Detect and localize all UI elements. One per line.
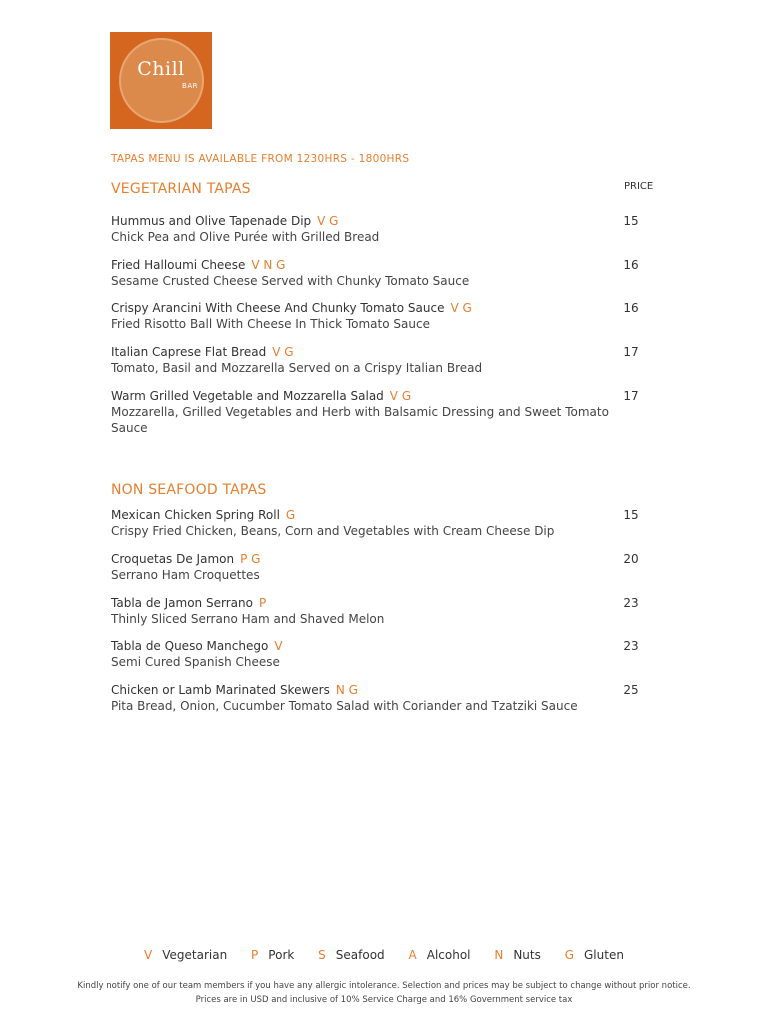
item-name: Warm Grilled Vegetable and Mozzarella Salad <box>111 389 384 403</box>
item-description: Crispy Fried Chicken, Beans, Corn and Vegetables with Cream Cheese Dip <box>111 524 555 538</box>
item-price: 20 <box>623 552 639 566</box>
legend-label: Alcohol <box>426 948 471 962</box>
item-price: 15 <box>623 214 639 228</box>
legend-item-seafood <box>318 948 385 962</box>
item-description: Fried Risotto Ball With Cheese In Thick Tomato Sauce <box>111 317 430 331</box>
legend-label: Nuts <box>513 948 541 962</box>
item-tags: V N G <box>251 258 286 272</box>
item-name: Hummus and Olive Tapenade Dip <box>111 214 312 228</box>
menu-item <box>111 595 651 627</box>
item-tags: P G <box>240 552 261 566</box>
item-name: Mexican Chicken Spring Roll <box>111 508 280 522</box>
item-name: Italian Caprese Flat Bread <box>111 345 267 359</box>
legend-code: P <box>251 948 259 962</box>
section-title-vegetarian: VEGETARIAN TAPAS <box>111 181 251 197</box>
menu-item <box>111 213 651 245</box>
item-price: 25 <box>623 683 639 697</box>
item-description: Tomato, Basil and Mozzarella Served on a Crispy Italian Bread <box>111 361 483 375</box>
item-name-line <box>111 388 651 404</box>
allergy-notice: Kindly notify one of our team members if you have any allergic intolerance. Selection and prices may be subject to change without prior notice. <box>77 981 691 991</box>
legend-item-alcohol <box>409 948 471 962</box>
item-tags: V <box>274 639 283 653</box>
legend-label: Vegetarian <box>162 948 228 962</box>
item-name: Fried Halloumi Cheese <box>111 258 246 272</box>
item-description: Serrano Ham Croquettes <box>111 568 260 582</box>
logo <box>110 32 212 129</box>
item-name-line <box>111 507 651 523</box>
section-title-non-seafood: NON SEAFOOD TAPAS <box>111 482 267 498</box>
item-name-line <box>111 300 651 316</box>
item-name: Crispy Arancini With Cheese And Chunky Tomato Sauce <box>111 301 445 315</box>
item-name-line <box>111 213 651 229</box>
legend-code: V <box>144 948 153 962</box>
item-description: Pita Bread, Onion, Cucumber Tomato Salad with Coriander and Tzatziki Sauce <box>111 699 578 713</box>
item-tags: V G <box>450 301 472 315</box>
item-description: Semi Cured Spanish Cheese <box>111 655 280 669</box>
menu-item <box>111 257 651 289</box>
menu-item <box>111 507 651 539</box>
item-name-line <box>111 638 651 654</box>
item-name: Tabla de Queso Manchego <box>111 639 269 653</box>
legend-item-vegetarian <box>144 948 227 962</box>
menu-item <box>111 638 651 670</box>
price-column-header: PRICE <box>624 181 654 192</box>
logo-name: Chill <box>137 58 185 80</box>
legend-code: N <box>494 948 504 962</box>
legend-label: Pork <box>268 948 295 962</box>
item-name-line <box>111 344 651 360</box>
item-description: Thinly Sliced Serrano Ham and Shaved Melon <box>111 612 385 626</box>
legend-item-nuts <box>494 948 541 962</box>
menu-item <box>111 344 651 376</box>
item-price: 17 <box>623 345 639 359</box>
item-name-line <box>111 682 651 698</box>
menu-item <box>111 300 651 332</box>
legend-code: G <box>564 948 574 962</box>
item-tags: V G <box>389 389 412 403</box>
item-price: 15 <box>623 508 639 522</box>
item-name-line <box>111 257 651 273</box>
legend-code: A <box>408 948 417 962</box>
legend-label: Gluten <box>584 948 624 962</box>
item-tags: V G <box>272 345 294 359</box>
item-name: Tabla de Jamon Serrano <box>111 596 253 610</box>
item-tags: P <box>258 596 267 610</box>
legend-item-gluten <box>565 948 624 962</box>
item-name-line <box>111 595 651 611</box>
item-tags: V G <box>317 214 339 228</box>
item-price: 17 <box>623 389 639 403</box>
pricing-notice: Prices are in USD and inclusive of 10% Service Charge and 16% Government service tax <box>195 995 573 1005</box>
logo-circle <box>119 38 204 123</box>
dietary-legend <box>0 948 768 962</box>
legend-item-pork <box>251 948 294 962</box>
item-description: Mozzarella, Grilled Vegetables and Herb with Balsamic Dressing and Sweet Tomato Sauce <box>111 405 609 435</box>
legend-label: Seafood <box>335 948 385 962</box>
item-price: 16 <box>623 301 639 315</box>
item-price: 23 <box>623 596 639 610</box>
item-name-line <box>111 551 651 567</box>
menu-item <box>111 551 651 583</box>
availability-notice: TAPAS MENU IS AVAILABLE FROM 1230HRS - 1800HRS <box>111 153 410 165</box>
logo-subtitle: BAR <box>182 82 198 90</box>
item-tags: G <box>285 508 296 522</box>
item-description: Chick Pea and Olive Purée with Grilled Bread <box>111 230 380 244</box>
menu-item <box>111 682 651 714</box>
item-tags: N G <box>335 683 358 697</box>
legend-code: S <box>318 948 326 962</box>
item-name: Chicken or Lamb Marinated Skewers <box>111 683 330 697</box>
item-price: 16 <box>623 258 639 272</box>
menu-item <box>111 388 651 436</box>
item-price: 23 <box>623 639 639 653</box>
item-name: Croquetas De Jamon <box>111 552 235 566</box>
item-description: Sesame Crusted Cheese Served with Chunky Tomato Sauce <box>111 274 470 288</box>
